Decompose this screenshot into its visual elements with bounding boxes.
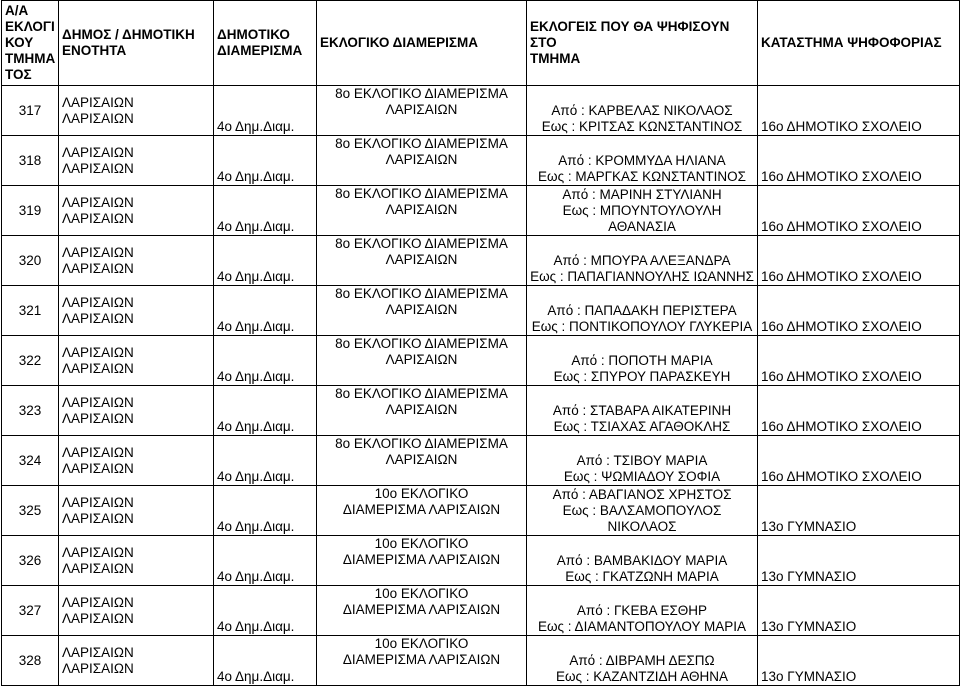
- voters-range: [527, 186, 758, 236]
- electoral-district: 10ο ΕΚΛΟΓΙΚΟ ΔΙΑΜΕΡΙΣΜΑ ΛΑΡΙΣΑΙΩΝ: [317, 536, 527, 586]
- municipality: ΛΑΡΙΣΑΙΩΝ ΛΑΡΙΣΑΙΩΝ: [59, 286, 214, 336]
- voters-from: Από : ΓΚΕΒΑ ΕΣΘΗΡ: [576, 603, 708, 618]
- table-row: [2, 336, 960, 386]
- municipality: ΛΑΡΙΣΑΙΩΝ ΛΑΡΙΣΑΙΩΝ: [59, 486, 214, 536]
- section-number: 321: [2, 286, 59, 336]
- table-body: [2, 86, 960, 686]
- electoral-district: 8ο ΕΚΛΟΓΙΚΟ ΔΙΑΜΕΡΙΣΜΑ ΛΑΡΙΣΑΙΩΝ: [317, 236, 527, 286]
- table-row: [2, 236, 960, 286]
- voters-to: Εως : ΚΑΖΑΝΤΖΙΔΗ ΑΘΗΝΑ: [555, 669, 729, 684]
- voters-from: Από : ΠΟΠΟΤΗ ΜΑΡΙΑ: [571, 353, 713, 368]
- section-number: 320: [2, 236, 59, 286]
- municipality: ΛΑΡΙΣΑΙΩΝ ΛΑΡΙΣΑΙΩΝ: [59, 636, 214, 686]
- polling-station: 16ο ΔΗΜΟΤΙΚΟ ΣΧΟΛΕΙΟ: [758, 336, 960, 386]
- section-number: 322: [2, 336, 59, 386]
- municipality: ΛΑΡΙΣΑΙΩΝ ΛΑΡΙΣΑΙΩΝ: [59, 436, 214, 486]
- voters-from: Από : ΚΡΟΜΜΥΔΑ ΗΛΙΑΝΑ: [558, 153, 726, 168]
- voters-range: [527, 336, 758, 386]
- table-row: [2, 436, 960, 486]
- voters-from: Από : ΒΑΜΒΑΚΙΔΟΥ ΜΑΡΙΑ: [556, 553, 728, 568]
- voters-to: Εως : ΨΩΜΙΑΔΟΥ ΣΟΦΙΑ: [563, 469, 721, 484]
- polling-station: 13ο ΓΥΜΝΑΣΙΟ: [758, 486, 960, 536]
- polling-station: 16ο ΔΗΜΟΤΙΚΟ ΣΧΟΛΕΙΟ: [758, 386, 960, 436]
- voters-to: Εως : ΒΑΛΣΑΜΟΠΟΥΛΟΣ ΝΙΚΟΛΑΟΣ: [562, 503, 722, 534]
- voters-from: Από : ΑΒΑΓΙΑΝΟΣ ΧΡΗΣΤΟΣ: [552, 487, 732, 502]
- municipality: ΛΑΡΙΣΑΙΩΝ ΛΑΡΙΣΑΙΩΝ: [59, 336, 214, 386]
- municipal-district: 4ο Δημ.Διαμ.: [214, 336, 317, 386]
- polling-station: 16ο ΔΗΜΟΤΙΚΟ ΣΧΟΛΕΙΟ: [758, 86, 960, 136]
- voters-range: [527, 386, 758, 436]
- polling-station: 16ο ΔΗΜΟΤΙΚΟ ΣΧΟΛΕΙΟ: [758, 436, 960, 486]
- electoral-district: 8ο ΕΚΛΟΓΙΚΟ ΔΙΑΜΕΡΙΣΜΑ ΛΑΡΙΣΑΙΩΝ: [317, 386, 527, 436]
- section-number: 324: [2, 436, 59, 486]
- voters-to: Εως : ΤΣΙΑΧΑΣ ΑΓΑΘΟΚΛΗΣ: [553, 419, 731, 434]
- municipal-district: 4ο Δημ.Διαμ.: [214, 636, 317, 686]
- electoral-district: 8ο ΕΚΛΟΓΙΚΟ ΔΙΑΜΕΡΙΣΜΑ ΛΑΡΙΣΑΙΩΝ: [317, 86, 527, 136]
- polling-station: 13ο ΓΥΜΝΑΣΙΟ: [758, 536, 960, 586]
- table-row: [2, 186, 960, 236]
- electoral-district: 8ο ΕΚΛΟΓΙΚΟ ΔΙΑΜΕΡΙΣΜΑ ΛΑΡΙΣΑΙΩΝ: [317, 286, 527, 336]
- voters-from: Από : ΣΤΑΒΑΡΑ ΑΙΚΑΤΕΡΙΝΗ: [552, 403, 732, 418]
- municipal-district: 4ο Δημ.Διαμ.: [214, 436, 317, 486]
- voters-to: Εως : ΔΙΑΜΑΝΤΟΠΟΥΛΟΥ ΜΑΡΙΑ: [538, 619, 746, 634]
- voters-from: Από : ΔΙΒΡΑΜΗ ΔΕΣΠΩ: [569, 653, 715, 668]
- polling-station: 13ο ΓΥΜΝΑΣΙΟ: [758, 586, 960, 636]
- municipality: ΛΑΡΙΣΑΙΩΝ ΛΑΡΙΣΑΙΩΝ: [59, 386, 214, 436]
- table-row: [2, 536, 960, 586]
- voters-to: Εως : ΠΑΠΑΓΙΑΝΝΟΥΛΗΣ ΙΩΑΝΝΗΣ: [530, 269, 754, 284]
- voters-range: [527, 236, 758, 286]
- polling-station: 16ο ΔΗΜΟΤΙΚΟ ΣΧΟΛΕΙΟ: [758, 286, 960, 336]
- section-number: 317: [2, 86, 59, 136]
- electoral-district: 8ο ΕΚΛΟΓΙΚΟ ΔΙΑΜΕΡΙΣΜΑ ΛΑΡΙΣΑΙΩΝ: [317, 186, 527, 236]
- municipal-district: 4ο Δημ.Διαμ.: [214, 286, 317, 336]
- header-electoral-district: ΕΚΛΟΓΙΚΟ ΔΙΑΜΕΡΙΣΜΑ: [317, 1, 527, 86]
- header-section-number: Α/Α ΕΚΛΟΓΙ ΚΟΥ ΤΜΗΜΑ ΤΟΣ: [2, 1, 59, 86]
- electoral-district: 10ο ΕΚΛΟΓΙΚΟ ΔΙΑΜΕΡΙΣΜΑ ΛΑΡΙΣΑΙΩΝ: [317, 586, 527, 636]
- voters-to: Εως : ΜΑΡΓΚΑΣ ΚΩΝΣΤΑΝΤΙΝΟΣ: [538, 169, 746, 184]
- municipal-district: 4ο Δημ.Διαμ.: [214, 186, 317, 236]
- voters-from: Από : ΚΑΡΒΕΛΑΣ ΝΙΚΟΛΑΟΣ: [551, 103, 733, 118]
- electoral-district: 10ο ΕΚΛΟΓΙΚΟ ΔΙΑΜΕΡΙΣΜΑ ΛΑΡΙΣΑΙΩΝ: [317, 636, 527, 686]
- header-municipality: ΔΗΜΟΣ / ΔΗΜΟΤΙΚΗ ΕΝΟΤΗΤΑ: [59, 1, 214, 86]
- municipality: ΛΑΡΙΣΑΙΩΝ ΛΑΡΙΣΑΙΩΝ: [59, 86, 214, 136]
- municipal-district: 4ο Δημ.Διαμ.: [214, 586, 317, 636]
- voters-range: [527, 636, 758, 686]
- voters-range: [527, 136, 758, 186]
- header-row: [2, 1, 960, 86]
- voters-range: [527, 436, 758, 486]
- voters-from: Από : ΤΣΙΒΟΥ ΜΑΡΙΑ: [576, 453, 708, 468]
- table-row: [2, 636, 960, 686]
- municipal-district: 4ο Δημ.Διαμ.: [214, 536, 317, 586]
- electoral-district: 8ο ΕΚΛΟΓΙΚΟ ΔΙΑΜΕΡΙΣΜΑ ΛΑΡΙΣΑΙΩΝ: [317, 436, 527, 486]
- section-number: 323: [2, 386, 59, 436]
- section-number: 325: [2, 486, 59, 536]
- voters-to: Εως : ΣΠΥΡΟΥ ΠΑΡΑΣΚΕΥΗ: [553, 369, 731, 384]
- section-number: 328: [2, 636, 59, 686]
- municipal-district: 4ο Δημ.Διαμ.: [214, 86, 317, 136]
- header-polling-station: ΚΑΤΑΣΤΗΜΑ ΨΗΦΟΦΟΡΙΑΣ: [758, 1, 960, 86]
- polling-station: 16ο ΔΗΜΟΤΙΚΟ ΣΧΟΛΕΙΟ: [758, 236, 960, 286]
- municipal-district: 4ο Δημ.Διαμ.: [214, 136, 317, 186]
- polling-station: 13ο ΓΥΜΝΑΣΙΟ: [758, 636, 960, 686]
- polling-station: 16ο ΔΗΜΟΤΙΚΟ ΣΧΟΛΕΙΟ: [758, 136, 960, 186]
- municipality: ΛΑΡΙΣΑΙΩΝ ΛΑΡΙΣΑΙΩΝ: [59, 136, 214, 186]
- header-municipal-district: ΔΗΜΟΤΙΚΟ ΔΙΑΜΕΡΙΣΜΑ: [214, 1, 317, 86]
- voters-from: Από : ΠΑΠΑΔΑΚΗ ΠΕΡΙΣΤΕΡΑ: [547, 303, 737, 318]
- municipality: ΛΑΡΙΣΑΙΩΝ ΛΑΡΙΣΑΙΩΝ: [59, 186, 214, 236]
- section-number: 326: [2, 536, 59, 586]
- table-row: [2, 386, 960, 436]
- voters-to: Εως : ΓΚΑΤΖΩΝΗ ΜΑΡΙΑ: [565, 569, 719, 584]
- municipality: ΛΑΡΙΣΑΙΩΝ ΛΑΡΙΣΑΙΩΝ: [59, 236, 214, 286]
- voters-range: [527, 86, 758, 136]
- polling-station: 16ο ΔΗΜΟΤΙΚΟ ΣΧΟΛΕΙΟ: [758, 186, 960, 236]
- voters-from: Από : ΜΑΡΙΝΗ ΣΤΥΛΙΑΝΗ: [562, 187, 722, 202]
- municipal-district: 4ο Δημ.Διαμ.: [214, 236, 317, 286]
- table-row: [2, 286, 960, 336]
- voters-from: Από : ΜΠΟΥΡΑ ΑΛΕΞΑΝΔΡΑ: [553, 253, 731, 268]
- voters-to: Εως : ΠΟΝΤΙΚΟΠΟΥΛΟΥ ΓΛΥΚΕΡΙΑ: [531, 319, 753, 334]
- municipal-district: 4ο Δημ.Διαμ.: [214, 386, 317, 436]
- municipal-district: 4ο Δημ.Διαμ.: [214, 486, 317, 536]
- voters-range: [527, 536, 758, 586]
- polling-sections-table: [1, 0, 960, 686]
- voters-range: [527, 586, 758, 636]
- section-number: 318: [2, 136, 59, 186]
- electoral-district: 8ο ΕΚΛΟΓΙΚΟ ΔΙΑΜΕΡΙΣΜΑ ΛΑΡΙΣΑΙΩΝ: [317, 136, 527, 186]
- table-row: [2, 586, 960, 636]
- voters-range: [527, 286, 758, 336]
- electoral-district: 8ο ΕΚΛΟΓΙΚΟ ΔΙΑΜΕΡΙΣΜΑ ΛΑΡΙΣΑΙΩΝ: [317, 336, 527, 386]
- voters-to: Εως : ΜΠΟΥΝΤΟΥΛΟΥΛΗ ΑΘΑΝΑΣΙΑ: [562, 203, 722, 234]
- table-row: [2, 486, 960, 536]
- voters-to: Εως : ΚΡΙΤΣΑΣ ΚΩΝΣΤΑΝΤΙΝΟΣ: [541, 119, 743, 134]
- section-number: 319: [2, 186, 59, 236]
- municipality: ΛΑΡΙΣΑΙΩΝ ΛΑΡΙΣΑΙΩΝ: [59, 586, 214, 636]
- table-row: [2, 86, 960, 136]
- header-voters: ΕΚΛΟΓΕΙΣ ΠΟΥ ΘΑ ΨΗΦΙΣΟΥΝ ΣΤΟ ΤΜΗΜΑ: [527, 1, 758, 86]
- municipality: ΛΑΡΙΣΑΙΩΝ ΛΑΡΙΣΑΙΩΝ: [59, 536, 214, 586]
- table-row: [2, 136, 960, 186]
- voters-range: [527, 486, 758, 536]
- electoral-district: 10ο ΕΚΛΟΓΙΚΟ ΔΙΑΜΕΡΙΣΜΑ ΛΑΡΙΣΑΙΩΝ: [317, 486, 527, 536]
- section-number: 327: [2, 586, 59, 636]
